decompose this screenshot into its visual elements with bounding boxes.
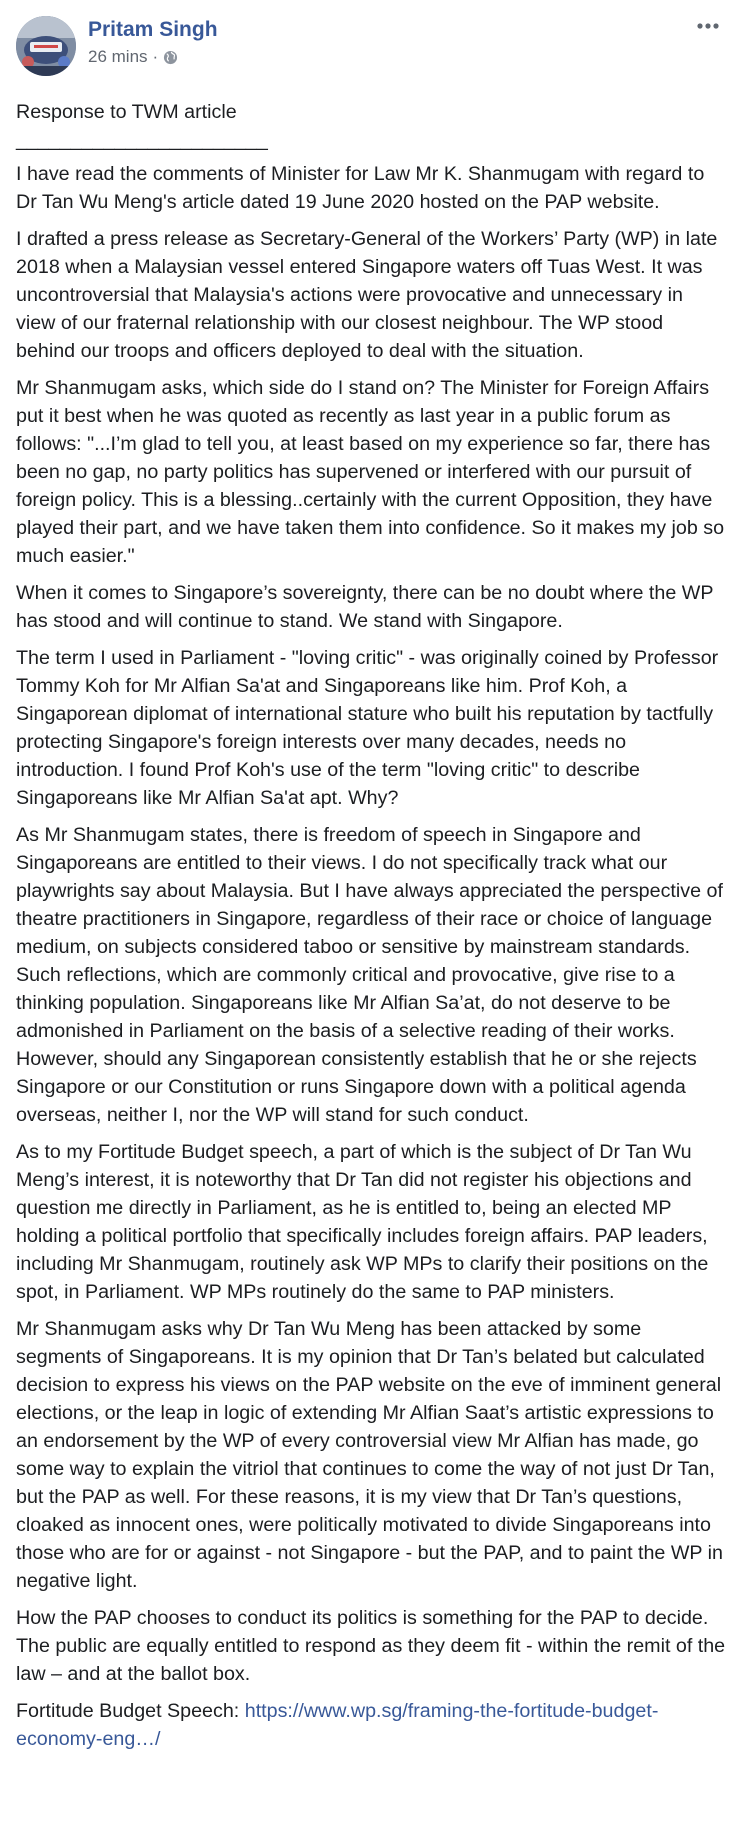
post-divider: _______________________ (16, 129, 268, 151)
post-paragraph: Mr Shanmugam asks, which side do I stand on? The Minister for Foreign Affairs put it best when he was quoted as recently as last year in a public forum as follows: "...I’m glad to tell you, at least based on my experience so far, there has been no gap, no party politics has supervened or interfered with our pursuit of foreign policy. This is a blessing..certainly with the current Opposition, they have played their part, and we have taken them into confidence. So it makes my job so much easier." (16, 377, 725, 567)
post-timestamp[interactable]: 26 mins (88, 47, 148, 66)
post-paragraph: Mr Shanmugam asks why Dr Tan Wu Meng has been attacked by some segments of Singaporeans. It is my opinion that Dr Tan’s belated but calculated decision to express his views on the PAP website on the eve of imminent general elections, or the leap in logic of extending Mr Alfian Saat’s artistic expressions to an endorsement by the WP of every controversial view Mr Alfian has made, go some way to explain the vitriol that continues to come the way of not just Dr Tan, but the PAP as well. For these reasons, it is my view that Dr Tan’s questions, cloaked as innocent ones, were politically motivated to divide Singaporeans into those who are for or against - not Singapore - but the PAP, and to paint the WP in negative light. (16, 1318, 723, 1592)
post-title: Response to TWM article (16, 101, 237, 123)
meta-separator: · (152, 47, 159, 66)
avatar-image (16, 16, 76, 76)
globe-icon[interactable] (163, 50, 178, 65)
post-header (16, 14, 726, 76)
post-paragraph: The term I used in Parliament - "loving critic" - was originally coined by Professor Tommy Koh for Mr Alfian Sa'at and Singaporeans like him. Prof Koh, a Singaporean diplomat of international stature who built his reputation by tactfully protecting Singapore's foreign interests over many decades, needs no introduction. I found Prof Koh's use of the term "loving critic" to describe Singaporeans like Mr Alfian Sa'at apt. Why? (16, 647, 719, 809)
post-body (16, 98, 726, 1753)
post-link-paragraph (16, 1697, 726, 1753)
post-paragraph: I have read the comments of Minister for Law Mr K. Shanmugam with regard to Dr Tan Wu Meng's article dated 19 June 2020 hosted on the PAP website. (16, 163, 705, 213)
post-paragraph: When it comes to Singapore’s sovereignty, there can be no doubt where the WP has stood and will continue to stand. We stand with Singapore. (16, 582, 714, 632)
post-meta (88, 47, 178, 67)
post-paragraph: I drafted a press release as Secretary-General of the Workers’ Party (WP) in late 2018 when a Malaysian vessel entered Singapore waters off Tuas West. It was uncontroversial that Malaysia's actions were provocative and unnecessary in view of our fraternal relationship with our closest neighbour. The WP stood behind our troops and officers deployed to deal with the situation. (16, 228, 718, 362)
post-paragraph: As Mr Shanmugam states, there is freedom of speech in Singapore and Singaporeans are entitled to their views. I do not specifically track what our playwrights say about Malaysia. But I have always appreciated the perspective of theatre practitioners in Singapore, regardless of their race or choice of language medium, on subjects considered taboo or sensitive by mainstream standards. Such reflections, which are commonly critical and provocative, give rise to a thinking population. Singaporeans like Mr Alfian Sa’at, do not deserve to be admonished in Parliament on the basis of a selective reading of their works. However, should any Singaporean consistently establish that he or she rejects Singapore or our Constitution or runs Singapore down with a political agenda overseas, neither I, nor the WP will stand for such conduct. (16, 824, 723, 1126)
more-options-icon[interactable] (690, 14, 726, 38)
budget-speech-link[interactable]: https://www.wp.sg/framing-the-fortitude-budget-economy-eng…/ (16, 1700, 659, 1750)
post-paragraph: As to my Fortitude Budget speech, a part of which is the subject of Dr Tan Wu Meng’s interest, it is noteworthy that Dr Tan did not register his objections and question me directly in Parliament, as he is entitled to, being an elected MP holding a political portfolio that specifically includes foreign affairs. PAP leaders, including Mr Shanmugam, routinely ask WP MPs to clarify their positions on the spot, in Parliament. WP MPs routinely do the same to PAP ministers. (16, 1141, 709, 1303)
author-name-link[interactable]: Pritam Singh (88, 18, 218, 41)
post-paragraph: How the PAP chooses to conduct its politics is something for the PAP to decide. The public are equally entitled to respond as they deem fit - within the remit of the law – and at the ballot box. (16, 1607, 726, 1685)
avatar[interactable] (16, 16, 76, 76)
link-prefix: Fortitude Budget Speech: (16, 1700, 245, 1722)
